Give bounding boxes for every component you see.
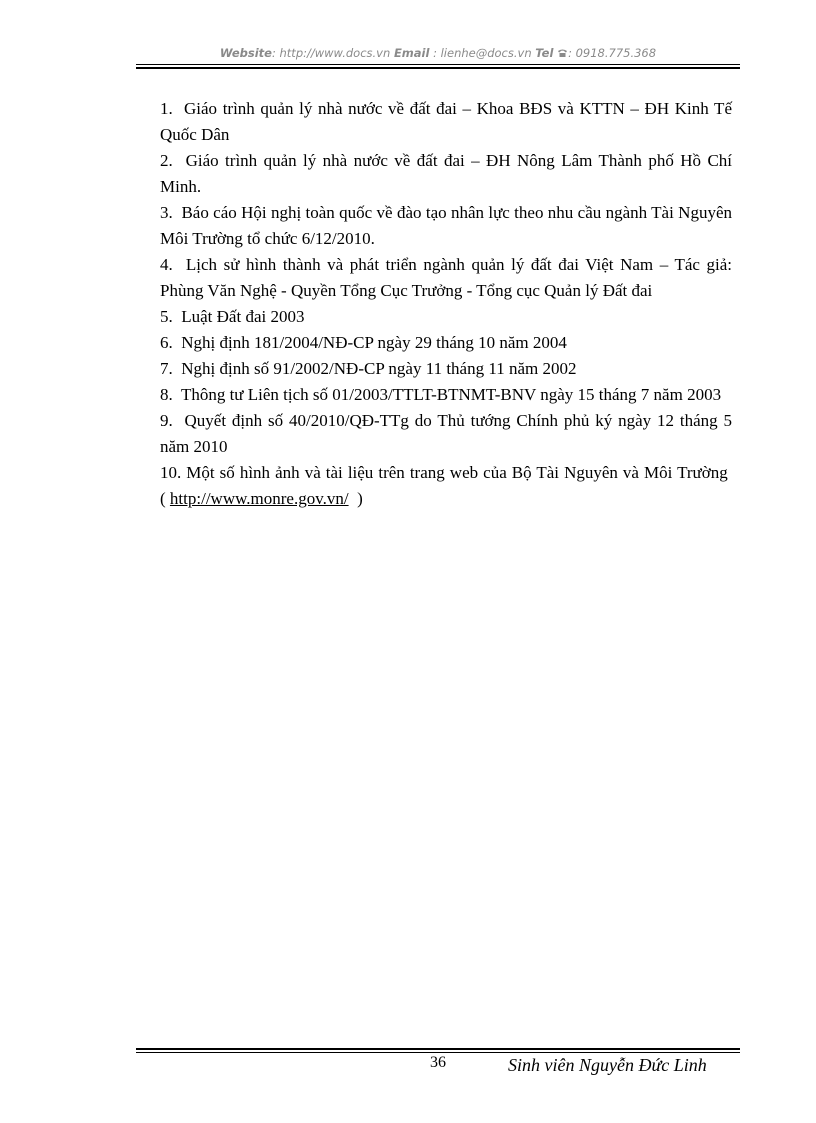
email-value: : lienhe@docs.vn <box>433 46 532 60</box>
reference-number: 4. <box>160 255 173 274</box>
header-rule-thick <box>136 67 740 69</box>
website-value: : http://www.docs.vn <box>271 46 391 60</box>
student-name: Sinh viên Nguyễn Đức Linh <box>508 1055 707 1075</box>
reference-number: 5. <box>160 307 173 326</box>
reference-item <box>160 382 732 408</box>
reference-text: Giáo trình quản lý nhà nước về đất đai – ĐH Nông Lâm Thành phố Hồ Chí Minh. <box>160 151 733 196</box>
reference-number: 6. <box>160 333 173 352</box>
reference-number: 3. <box>160 203 173 222</box>
reference-number: 9. <box>160 411 173 430</box>
email-label: Email <box>393 46 430 60</box>
reference-text: Giáo trình quản lý nhà nước về đất đai – Khoa BĐS và KTTN – ĐH Kinh Tế Quốc Dân <box>160 99 732 144</box>
reference-number: 2. <box>160 151 173 170</box>
reference-list <box>160 96 732 512</box>
link-close-paren: ) <box>357 489 363 508</box>
header-rule-thin <box>136 64 740 65</box>
reference-text: Báo cáo Hội nghị toàn quốc về đào tạo nhân lực theo nhu cầu ngành Tài Nguyên Môi Trường tổ chức 6/12/2010. <box>160 203 732 248</box>
reference-item <box>160 460 732 512</box>
reference-item <box>160 408 732 460</box>
reference-number: 8. <box>160 385 173 404</box>
reference-item <box>160 200 732 252</box>
footer-rule-thick <box>136 1048 740 1050</box>
tel-value: : 0918.775.368 <box>568 46 657 60</box>
reference-number: 1. <box>160 99 173 118</box>
tel-label: Tel <box>535 46 554 60</box>
reference-text: Nghị định 181/2004/NĐ-CP ngày 29 tháng 10 năm 2004 <box>181 333 567 352</box>
phone-icon <box>557 48 568 58</box>
reference-item <box>160 148 732 200</box>
reference-text: Quyết định số 40/2010/QĐ-TTg do Thủ tướng Chính phủ ký ngày 12 tháng 5 năm 2010 <box>160 411 733 456</box>
reference-item <box>160 330 732 356</box>
reference-item <box>160 304 732 330</box>
reference-item <box>160 356 732 382</box>
page-number: 36 <box>430 1054 446 1071</box>
reference-number: 10. <box>160 463 182 482</box>
page-header <box>136 46 740 60</box>
reference-text: Một số hình ảnh và tài liệu trên trang web của Bộ Tài Nguyên và Môi Trường <box>186 463 728 482</box>
reference-text: Thông tư Liên tịch số 01/2003/TTLT-BTNMT-BNV ngày 15 tháng 7 năm 2003 <box>180 385 722 404</box>
link-open-paren: ( <box>160 489 166 508</box>
reference-text: Luật Đất đai 2003 <box>181 307 305 326</box>
reference-item <box>160 96 732 148</box>
website-label: Website <box>219 46 272 60</box>
footer-rule-thin <box>136 1052 740 1053</box>
reference-item <box>160 252 732 304</box>
reference-text: Lịch sử hình thành và phát triển ngành quản lý đất đai Việt Nam – Tác giả: Phùng Văn Nghệ - Quyền Tổng Cục Trưởng - Tổng cục Quản lý Đất đai <box>160 255 733 300</box>
reference-text: Nghị định số 91/2002/NĐ-CP ngày 11 tháng 11 năm 2002 <box>181 359 577 378</box>
monre-link[interactable]: http://www.monre.gov.vn/ <box>169 489 349 508</box>
reference-number: 7. <box>160 359 173 378</box>
